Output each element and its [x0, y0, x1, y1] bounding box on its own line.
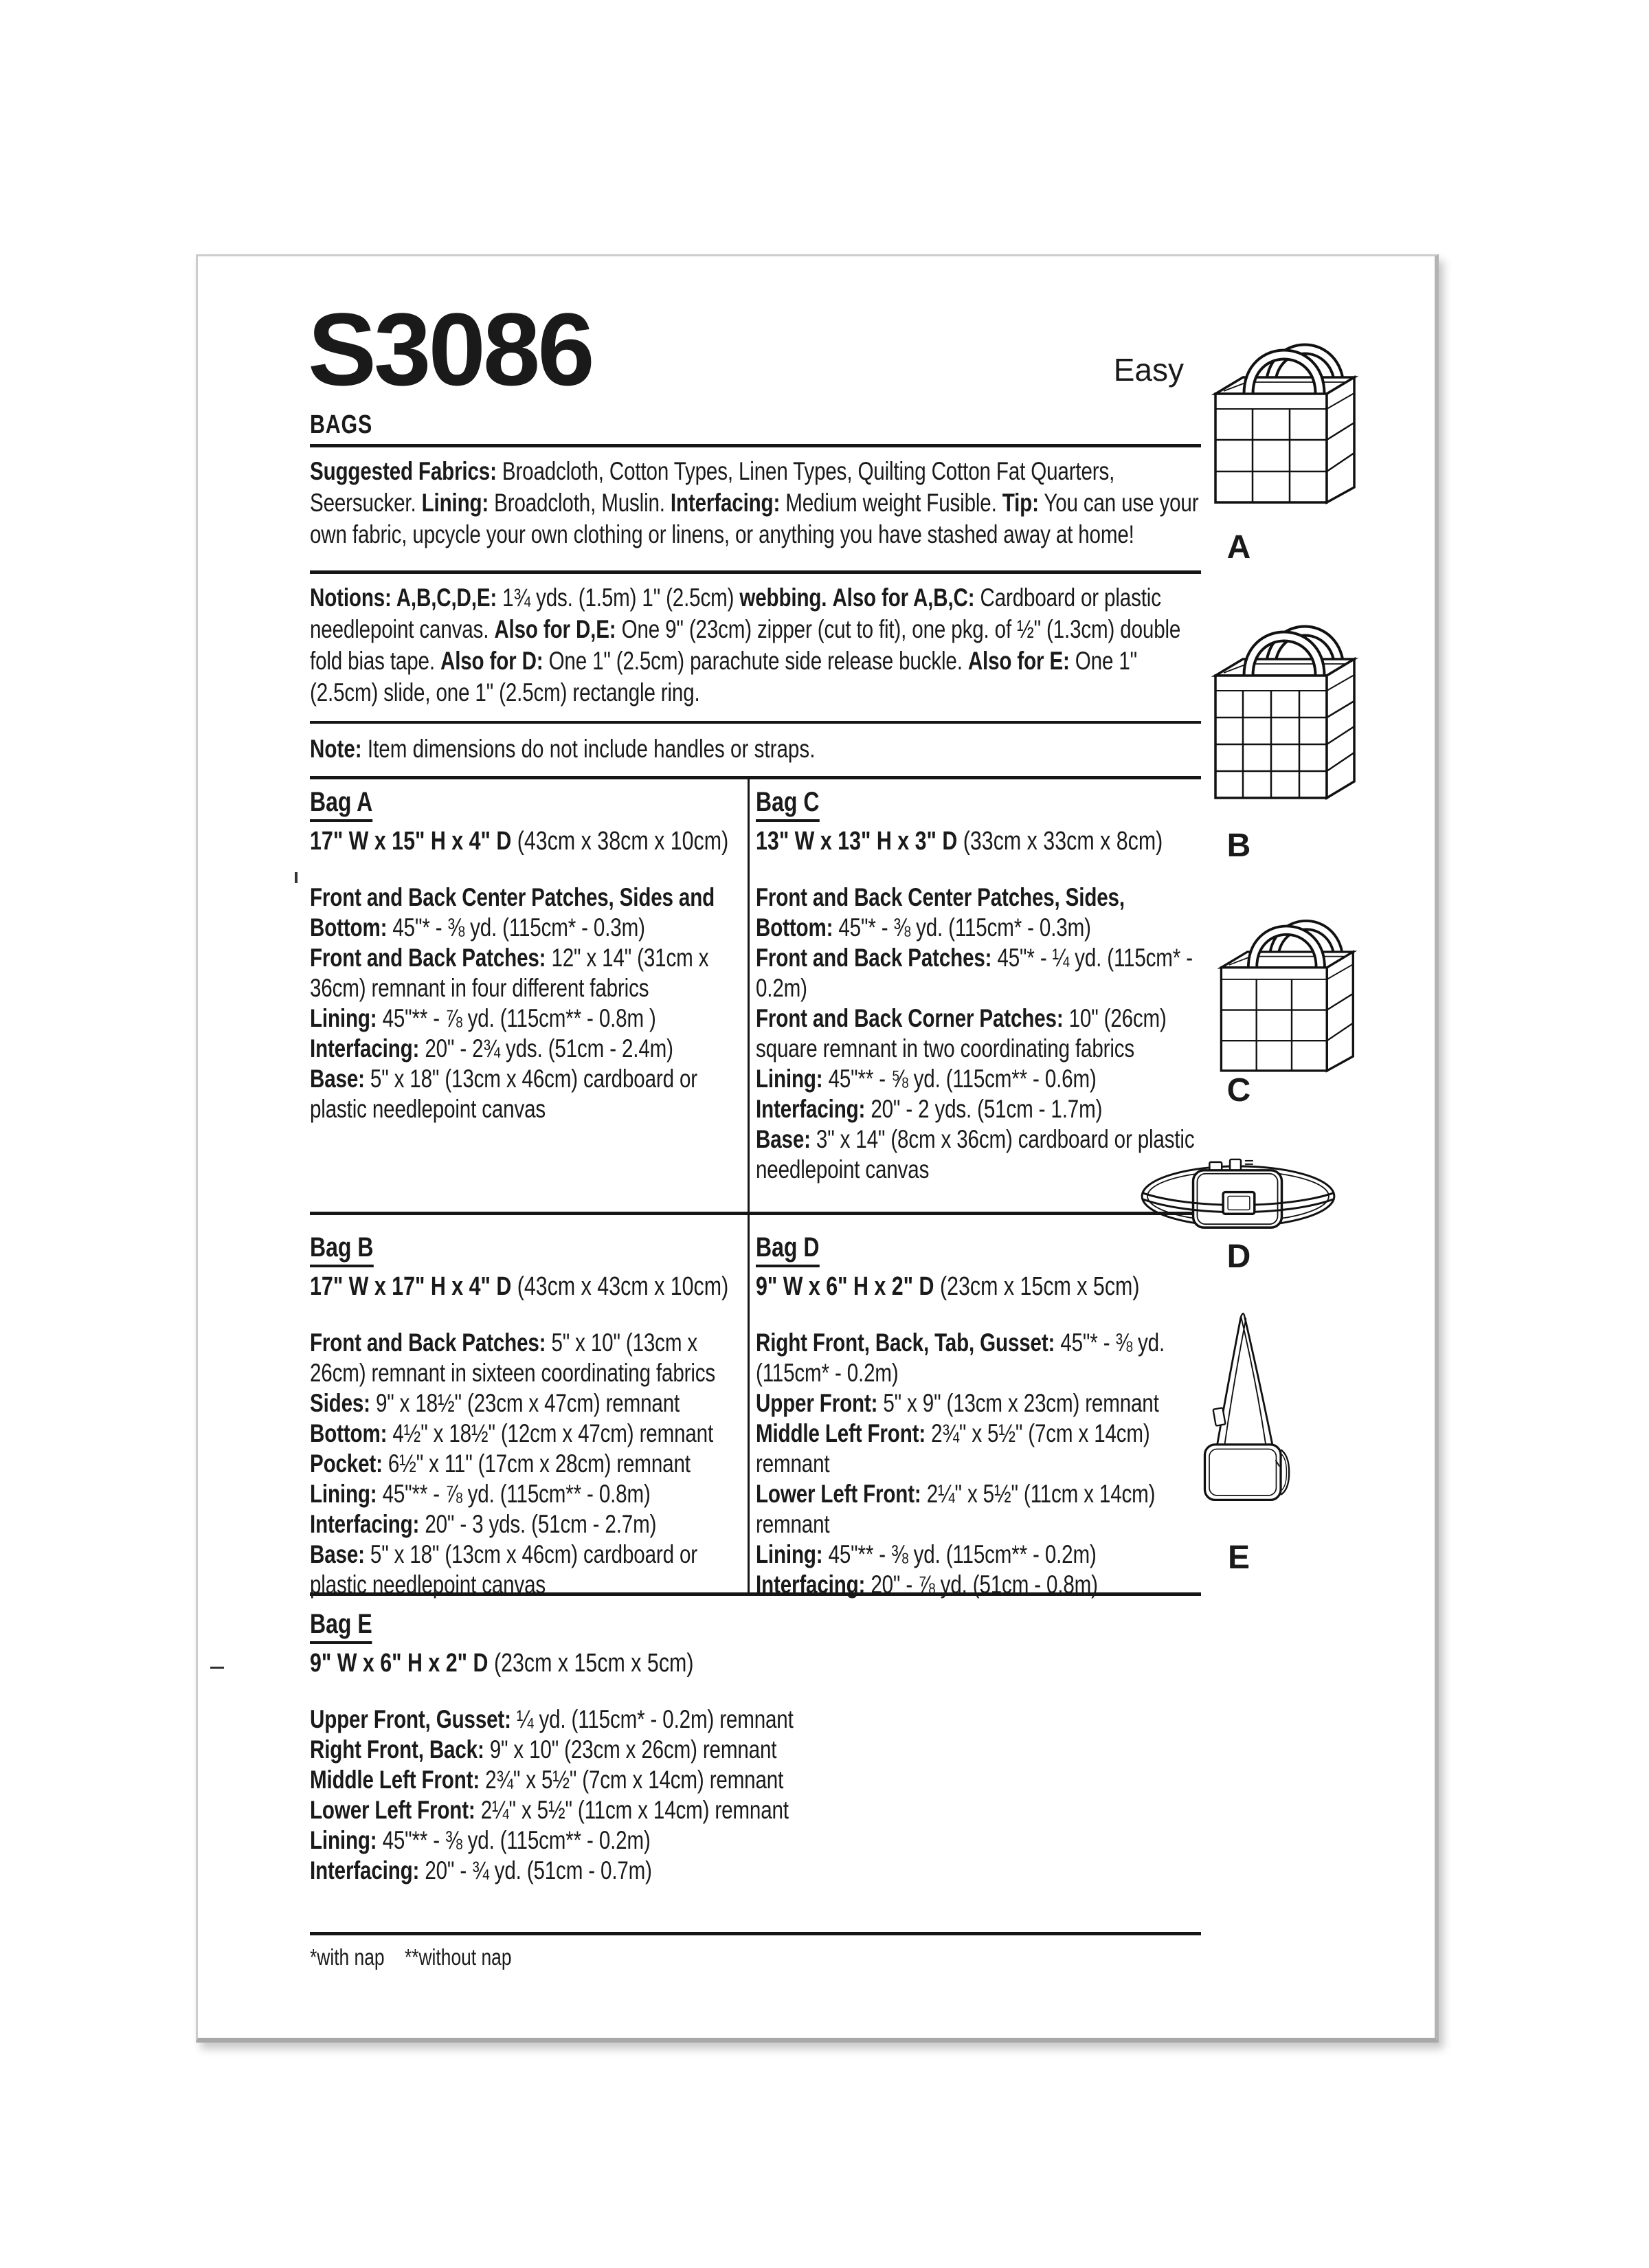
bag-d-dimensions: 9" W x 6" H x 2" D (23cm x 15cm x 5cm)	[756, 1272, 1140, 1301]
spec-item: Interfacing: 20" - 3 yds. (51cm - 2.7m)	[310, 1510, 657, 1538]
note-text: Note: Item dimensions do not include handles or straps.	[310, 735, 816, 763]
footer-divider	[310, 1932, 1201, 1935]
spec-item: Front and Back Center Patches, Sides, Bottom: 45"* - ⅜ yd. (115cm* - 0.3m)	[756, 883, 1125, 942]
bag-d-specs	[756, 1328, 1199, 1600]
category-label: BAGS	[310, 410, 373, 439]
bag-e-specs	[310, 1704, 1066, 1886]
spec-item: Lining: 45"** - ⅜ yd. (115cm** - 0.2m)	[310, 1826, 651, 1854]
divider	[310, 444, 1201, 447]
bag-a-section	[310, 787, 736, 1124]
spec-item: Front and Back Corner Patches: 10" (26cm) square remnant in two coordinating fabrics	[756, 1004, 1167, 1063]
spec-item: Base: 3" x 14" (8cm x 36cm) cardboard or plastic needlepoint canvas	[756, 1125, 1195, 1183]
bag-a-specs	[310, 882, 736, 1124]
suggested-fabrics-paragraph: Suggested Fabrics: Broadcloth, Cotton Types, Linen Types, Quilting Cotton Fat Quarters, Seersucker. Lining: Broadcloth, Muslin. Interfacing: Medium weight Fusible. Tip: You can use your own fabric, upcycle your own clothing or linens, or anything you have stashed away at home!	[310, 457, 1199, 548]
bag-b-title: Bag B	[310, 1232, 373, 1267]
bag-c-illustration	[1213, 900, 1370, 1071]
table-top-border	[310, 776, 1201, 779]
notions-paragraph: Notions: A,B,C,D,E: 1¾ yds. (1.5m) 1" (2.5cm) webbing. Also for A,B,C: Cardboard or plastic needlepoint canvas. Also for D,E: One 9" (23cm) zipper (cut to fit), one pkg. of ½" (1.3cm) double fold bias tape. Also for D: One 1" (2.5cm) parachute side release buckle. Also for E: One 1" (2.5cm) slide, one 1" (2.5cm) rectangle ring.	[310, 583, 1181, 707]
spec-item: Interfacing: 20" - 2 yds. (51cm - 1.7m)	[756, 1095, 1103, 1123]
spec-item: Interfacing: 20" - 2¾ yds. (51cm - 2.4m)	[310, 1034, 673, 1063]
bag-e-title: Bag E	[310, 1609, 372, 1644]
bag-a-illustration-label: A	[1226, 529, 1251, 566]
bag-d-illustration-label: D	[1226, 1238, 1251, 1275]
bag-c-section	[756, 787, 1199, 1185]
spec-item: Right Front, Back, Tab, Gusset: 45"* - ⅜ yd. (115cm* - 0.2m)	[756, 1328, 1165, 1387]
spec-item: Base: 5" x 18" (13cm x 46cm) cardboard or plastic needlepoint canvas	[310, 1540, 697, 1599]
divider	[310, 721, 1201, 724]
spec-item: Pocket: 6½" x 11" (17cm x 28cm) remnant	[310, 1449, 691, 1478]
bag-d-title: Bag D	[756, 1232, 819, 1267]
bag-a-dimensions: 17" W x 15" H x 4" D (43cm x 38cm x 10cm)	[310, 827, 729, 856]
bag-b-illustration-label: B	[1226, 827, 1251, 864]
spec-item: Upper Front: 5" x 9" (13cm x 23cm) remnant	[756, 1389, 1159, 1417]
spec-item: Front and Back Patches: 12" x 14" (31cm x 36cm) remnant in four different fabrics	[310, 944, 709, 1002]
spec-item: Lining: 45"** - ⅝ yd. (115cm** - 0.6m)	[756, 1065, 1097, 1093]
table-row-divider	[310, 1212, 1201, 1215]
spec-item: Front and Back Patches: 5" x 10" (13cm x 26cm) remnant in sixteen coordinating fabrics	[310, 1328, 716, 1387]
spec-item: Lining: 45"** - ⅞ yd. (115cm** - 0.8m)	[310, 1480, 651, 1508]
spec-item: Bottom: 4½" x 18½" (12cm x 47cm) remnant	[310, 1419, 714, 1447]
spec-item: Lower Left Front: 2¼" x 5½" (11cm x 14cm) remnant	[756, 1480, 1156, 1538]
bag-a-illustration	[1200, 322, 1380, 529]
spec-item: Upper Front, Gusset: ¼ yd. (115cm* - 0.2m) remnant	[310, 1705, 794, 1733]
bag-b-specs	[310, 1328, 736, 1600]
scan-mark	[210, 1667, 224, 1669]
bag-b-section	[310, 1232, 736, 1600]
bag-d-illustration	[1136, 1154, 1340, 1238]
pattern-number: S3086	[308, 291, 592, 407]
difficulty-badge: Easy	[1113, 352, 1184, 388]
bag-c-title: Bag C	[756, 787, 819, 822]
nap-footnote: *with nap **without nap	[310, 1944, 512, 1970]
spec-item: Lining: 45"** - ⅞ yd. (115cm** - 0.8m )	[310, 1004, 656, 1032]
pattern-envelope-back	[196, 254, 1439, 2043]
bag-d-section	[756, 1232, 1199, 1600]
bag-b-dimensions: 17" W x 17" H x 4" D (43cm x 43cm x 10cm)	[310, 1272, 729, 1301]
bag-c-dimensions: 13" W x 13" H x 3" D (33cm x 33cm x 8cm)	[756, 827, 1163, 856]
table-column-divider	[748, 776, 750, 1596]
bag-b-illustration	[1200, 604, 1380, 824]
spec-item: Base: 5" x 18" (13cm x 46cm) cardboard or plastic needlepoint canvas	[310, 1065, 697, 1123]
spec-item: Lower Left Front: 2¼" x 5½" (11cm x 14cm) remnant	[310, 1796, 789, 1824]
spec-item: Right Front, Back: 9" x 10" (23cm x 26cm) remnant	[310, 1735, 777, 1764]
spec-item: Middle Left Front: 2¾" x 5½" (7cm x 14cm) remnant	[756, 1419, 1150, 1478]
spec-item: Front and Back Patches: 45"* - ¼ yd. (115cm* - 0.2m)	[756, 944, 1193, 1002]
spec-item: Middle Left Front: 2¾" x 5½" (7cm x 14cm) remnant	[310, 1766, 784, 1794]
spec-item: Sides: 9" x 18½" (23cm x 47cm) remnant	[310, 1389, 680, 1417]
bag-e-section	[310, 1609, 1066, 1886]
divider	[310, 570, 1201, 574]
spec-item: Lining: 45"** - ⅜ yd. (115cm** - 0.2m)	[756, 1540, 1097, 1568]
bag-e-illustration-label: E	[1227, 1539, 1250, 1576]
spec-item: Front and Back Center Patches, Sides and Bottom: 45"* - ⅜ yd. (115cm* - 0.3m)	[310, 883, 715, 942]
bag-a-title: Bag A	[310, 787, 372, 822]
spec-item: Interfacing: 20" - ⅞ yd. (51cm - 0.8m)	[756, 1570, 1098, 1599]
scan-mark	[295, 872, 298, 883]
spec-item: Interfacing: 20" - ¾ yd. (51cm - 0.7m)	[310, 1856, 652, 1885]
bag-e-illustration	[1179, 1307, 1301, 1536]
bag-e-dimensions: 9" W x 6" H x 2" D (23cm x 15cm x 5cm)	[310, 1649, 694, 1678]
bag-c-illustration-label: C	[1226, 1072, 1251, 1109]
bag-c-specs	[756, 882, 1199, 1185]
